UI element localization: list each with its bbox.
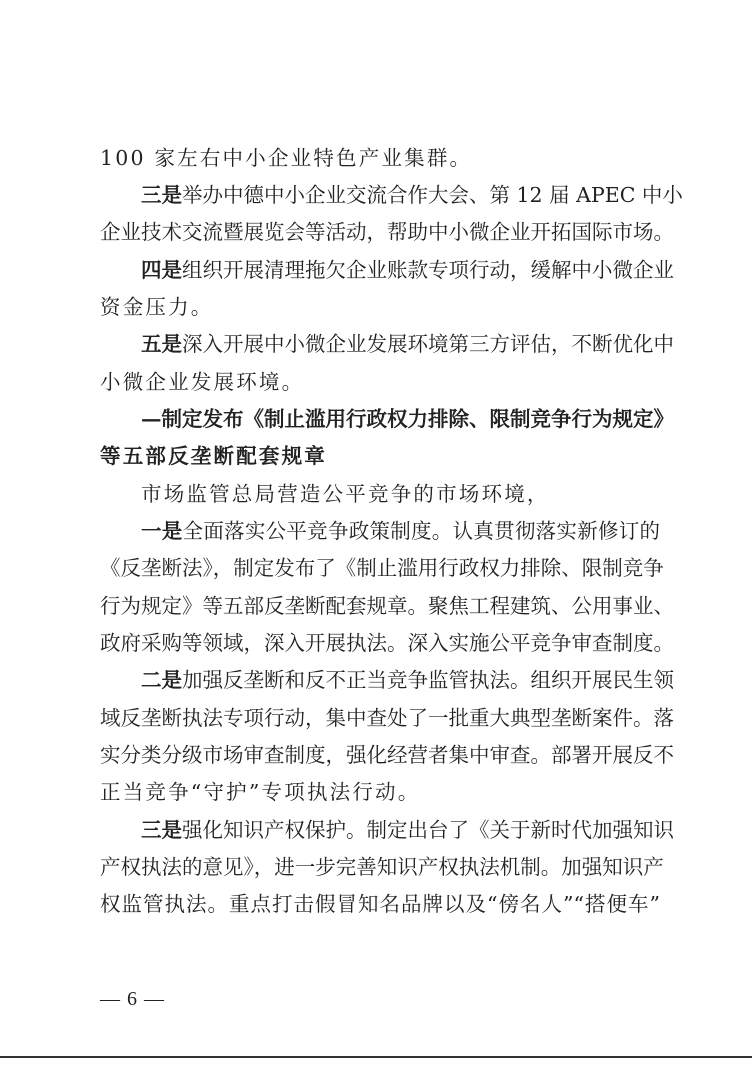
body-line: 企业技术交流暨展览会等活动，帮助中小微企业开拓国际市场。 xyxy=(100,220,674,244)
body-line: 实分类分级市场审查制度，强化经营者集中审查。部署开展反不 xyxy=(100,743,674,767)
item-label: 五是 xyxy=(141,332,182,356)
body-line: 域反垄断执法专项行动，集中查处了一批重大典型垄断案件。落 xyxy=(100,706,674,730)
body-line: 小微企业发展环境。 xyxy=(100,370,305,394)
body-line: 权监管执法。重点打击假冒知名品牌以及“傍名人”“搭便车” xyxy=(100,892,660,916)
item-label: 三是 xyxy=(141,183,182,207)
body-line: 五是深入开展中小微企业发展环境第三方评估，不断优化中 xyxy=(141,332,674,356)
item-label: 四是 xyxy=(141,258,182,282)
body-line: 三是举办中德中小企业交流合作大会、第 12 届 APEC 中小 xyxy=(141,183,683,207)
body-line: 一是全面落实公平竞争政策制度。认真贯彻落实新修订的 xyxy=(141,519,661,543)
section-heading: 等五部反垄断配套规章 xyxy=(100,444,327,468)
body-line: 二是加强反垄断和反不正当竞争监管执法。组织开展民生领 xyxy=(141,668,674,692)
body-line: 100 家左右中小企业特色产业集群。 xyxy=(100,146,473,170)
item-label: 一是 xyxy=(141,519,183,543)
body-line: 政府采购等领域，深入开展执法。深入实施公平竞争审查制度。 xyxy=(100,631,674,655)
body-line: 行为规定》等五部反垄断配套规章。聚焦工程建筑、公用事业、 xyxy=(100,594,674,618)
body-line: 资金压力。 xyxy=(100,295,214,319)
item-label: 二是 xyxy=(141,668,182,692)
item-label: 三是 xyxy=(141,818,182,842)
section-heading: —制定发布《制止滥用行政权力排除、限制竞争行为规定》 xyxy=(141,407,674,431)
body-line: 《反垄断法》，制定发布了《制止滥用行政权力排除、限制竞争 xyxy=(100,556,664,580)
body-line: 三是强化知识产权保护。制定出台了《关于新时代加强知识 xyxy=(141,818,674,842)
body-line: 市场监管总局营造公平竞争的市场环境， xyxy=(141,482,550,506)
body-line: 四是组织开展清理拖欠企业账款专项行动，缓解中小微企业 xyxy=(141,258,674,282)
page-number: — 6 — xyxy=(100,988,165,1010)
page-edge-divider xyxy=(0,1056,752,1058)
body-line: 正当竞争“守护”专项执法行动。 xyxy=(100,780,421,804)
body-line: 产权执法的意见》，进一步完善知识产权执法机制。加强知识产 xyxy=(100,855,664,879)
